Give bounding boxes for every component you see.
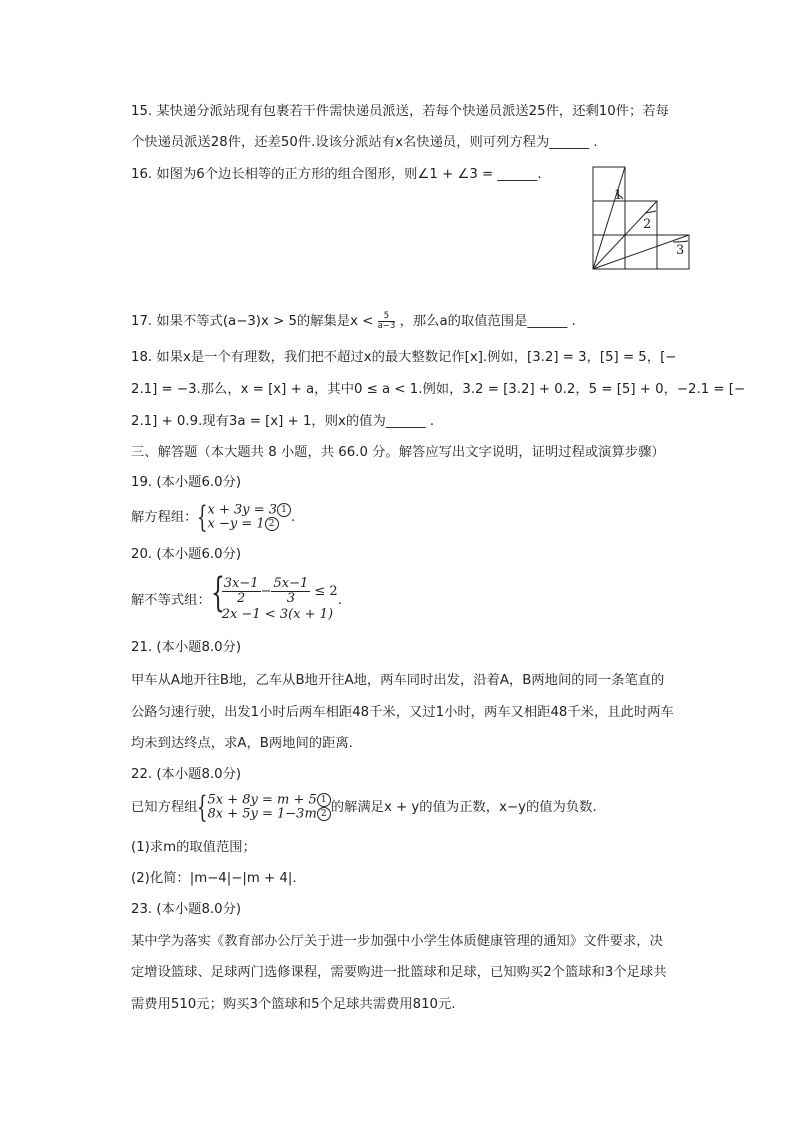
q20-minus: − (260, 583, 272, 599)
q22-suffix: 的解满足x + y的值为正数，x−y的值为负数. (330, 800, 597, 815)
q22-eq1: 5x + 8y = m + 5 (207, 792, 317, 807)
q22-system (197, 789, 330, 825)
q20-f1-num: 3x−1 (223, 575, 259, 591)
q17-line (131, 310, 576, 334)
q17-suffix: ，那么a的取值范围是______ . (399, 314, 576, 329)
q21-header: 21. (本小题8.0分) (131, 640, 242, 655)
q17-frac-den: a−3 (377, 320, 396, 331)
q18-line3: 2.1] + 0.9.现有3a = [x] + 1，则x的值为______ . (131, 414, 435, 429)
q20-body (131, 569, 342, 626)
q22-body (131, 790, 597, 826)
q22-prefix: 已知方程组 (131, 800, 198, 815)
q19-header: 19. (本小题6.0分) (131, 475, 242, 490)
q20-f1-den: 2 (237, 590, 246, 606)
q20-f2-den: 3 (286, 590, 295, 606)
q23-line3: 需费用510元；购买3个篮球和5个足球共需费用810元. (131, 997, 456, 1012)
q20-le: ≤ 2 (314, 583, 338, 599)
q19-end: . (291, 510, 296, 525)
angle-2-label: 2 (643, 217, 652, 232)
q20-f2-num: 5x−1 (273, 575, 309, 591)
q22-header: 22. (本小题8.0分) (131, 767, 242, 782)
circled-two-icon: 2 (265, 517, 279, 531)
angle-1-label: 1 (614, 188, 623, 203)
q22-eq2: 8x + 5y = 1−3m (207, 806, 317, 822)
q16-text: 16. 如图为6个边长相等的正方形的组合图形，则∠1 + ∠3 = ______. (131, 167, 542, 182)
q20-label: 解不等式组： (131, 593, 211, 608)
q20-system (210, 569, 338, 624)
circled-one-icon: 1 (277, 503, 291, 517)
circled-two-icon: 2 (317, 807, 331, 821)
q23-line2: 定增设篮球、足球两门选修课程，需要购进一批篮球和足球，已知购买2个篮球和3个足球共 (131, 965, 667, 980)
q17-fraction (378, 312, 396, 331)
angle-3-label: 3 (676, 243, 685, 258)
q19-label: 解方程组： (131, 510, 198, 525)
q20-eq2: 2x −1 < 3(x + 1) (221, 606, 334, 622)
squares-figure (590, 166, 692, 270)
q21-line2: 公路匀速行驶，出发1小时后两车相距48千米，又过1小时，两车又相距48千米，且此时两车 (131, 705, 674, 720)
section3-heading: 三、解答题（本大题共 8 小题，共 66.0 分。解答应写出文字说明，证明过程或演算步骤） (131, 445, 665, 460)
brace-icon: { (197, 789, 208, 825)
q19-body (131, 500, 295, 536)
q18-line1: 18. 如果x是一个有理数，我们把不超过x的最大整数记作[x].例如，[3.2] = 3，[5] = 5，[− (131, 350, 677, 365)
q22-part2: (2)化简：|m−4|−|m + 4|. (131, 871, 297, 886)
q15-line1: 15. 某快递分派站现有包裹若干件需快递员派送，若每个快递员派送25件，还剩10件；若每 (131, 104, 669, 119)
q20-header: 20. (本小题6.0分) (131, 547, 242, 562)
q19-eq2: x −y = 1 (207, 516, 265, 532)
q17-prefix: 17. 如果不等式(a−3)x > 5的解集是x < (131, 314, 374, 329)
circled-one-icon: 1 (317, 793, 331, 807)
q15-line2: 个快递员派送28件，还差50件.设该分派站有x名快递员，则可列方程为______ . (131, 135, 598, 150)
q20-frac1 (222, 577, 261, 606)
q17-frac-num: 5 (378, 312, 396, 322)
q21-line3: 均未到达终点，求A，B两地间的距离. (131, 736, 353, 751)
q23-line1: 某中学为落实《教育部办公厅关于进一步加强中小学生体质健康管理的通知》文件要求，决 (131, 934, 663, 949)
q20-end: . (337, 593, 342, 608)
q20-frac2 (271, 577, 310, 606)
q21-line1: 甲车从A地开往B地，乙车从B地开往A地，两车同时出发，沿着A，B两地间的同一条笔直的 (131, 673, 665, 688)
q19-eq1: x + 3y = 3 (207, 502, 278, 517)
q18-line2: 2.1] = −3.那么，x = [x] + a，其中0 ≤ a < 1.例如，3.2 = [3.2] + 0.2，5 = [5] + 0，−2.1 = [− (131, 382, 746, 397)
brace-icon: { (197, 499, 208, 535)
q22-part1: (1)求m的取值范围； (131, 840, 256, 855)
brace-icon: { (210, 569, 225, 616)
q23-header: 23. (本小题8.0分) (131, 902, 242, 917)
q19-system (197, 499, 291, 535)
